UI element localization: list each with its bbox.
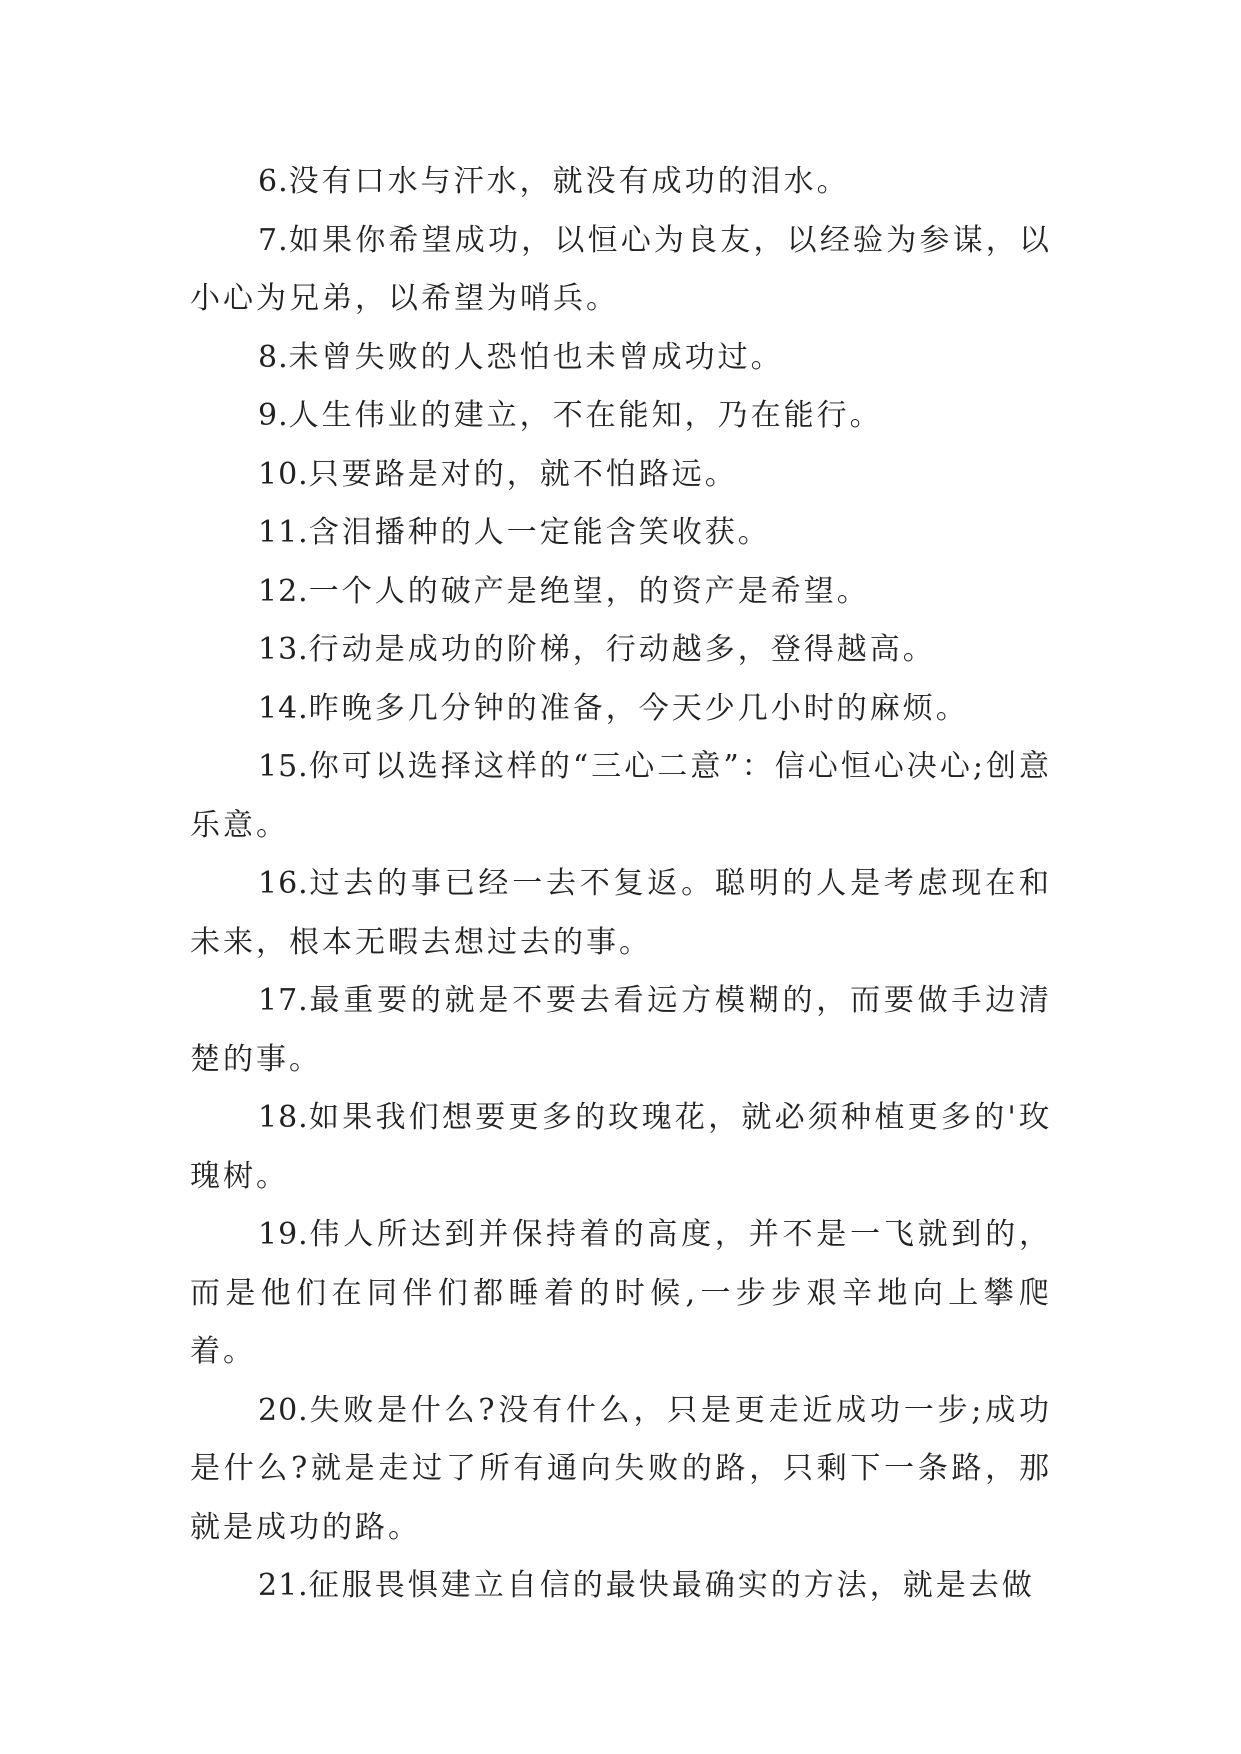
paragraph-text: 没有口水与汗水，就没有成功的泪水。 [288, 164, 850, 199]
paragraph-17 [190, 972, 1052, 1089]
paragraph-12 [190, 563, 1052, 622]
paragraph-number: 14. [258, 690, 309, 726]
paragraph-11 [190, 504, 1052, 563]
paragraph-text: 伟人所达到并保持着的高度，并不是一飞就到的，而是他们在同伴们都睡着的时候,一步步艰辛地向上攀爬着。 [190, 1217, 1052, 1369]
paragraph-text: 未曾失败的人恐怕也未曾成功过。 [288, 339, 784, 375]
paragraph-text: 最重要的就是不要去看远方模糊的，而要做手边清楚的事。 [190, 983, 1052, 1077]
paragraph-text: 昨晚多几分钟的准备，今天少几小时的麻烦。 [308, 690, 969, 726]
paragraph-number: 16. [258, 866, 309, 901]
paragraph-number: 12. [258, 573, 309, 609]
paragraph-19 [190, 1206, 1052, 1382]
paragraph-21 [190, 1557, 1052, 1616]
paragraph-number: 7. [258, 222, 289, 258]
paragraph-number: 9. [258, 398, 289, 433]
paragraph-text: 失败是什么?没有什么，只是更走近成功一步;成功是什么?就是走过了所有通向失败的路，只剩下一条路，那就是成功的路。 [190, 1392, 1052, 1545]
paragraph-number: 13. [258, 632, 309, 667]
paragraph-text: 过去的事已经一去不复返。聪明的人是考虑现在和未来，根本无暇去想过去的事。 [190, 866, 1052, 960]
paragraph-number: 15. [258, 749, 309, 784]
paragraph-text: 如果我们想要更多的玫瑰花，就必须种植更多的'玫瑰树。 [190, 1100, 1052, 1194]
paragraph-14 [190, 680, 1052, 739]
paragraph-8 [190, 329, 1052, 388]
document-body [190, 153, 1052, 1616]
paragraph-10 [190, 446, 1052, 505]
paragraph-number: 20. [258, 1392, 309, 1428]
paragraph-number: 6. [258, 164, 289, 199]
paragraph-16 [190, 855, 1052, 972]
paragraph-13 [190, 621, 1052, 680]
paragraph-15 [190, 738, 1052, 855]
paragraph-number: 18. [258, 1100, 309, 1135]
paragraph-text: 含泪播种的人一定能含笑收获。 [308, 515, 771, 550]
paragraph-9 [190, 387, 1052, 446]
paragraph-number: 17. [258, 983, 309, 1018]
paragraph-number: 19. [258, 1217, 309, 1252]
paragraph-6 [190, 153, 1052, 212]
paragraph-7 [190, 212, 1052, 329]
paragraph-text: 征服畏惧建立自信的最快最确实的方法，就是去做 [308, 1568, 1035, 1603]
paragraph-number: 21. [258, 1568, 309, 1603]
paragraph-text: 人生伟业的建立，不在能知，乃在能行。 [288, 398, 883, 433]
paragraph-text: 只要路是对的，就不怕路远。 [308, 456, 738, 492]
paragraph-text: 一个人的破产是绝望，的资产是希望。 [308, 573, 870, 609]
paragraph-text: 如果你希望成功，以恒心为良友，以经验为参谋，以小心为兄弟，以希望为哨兵。 [190, 222, 1052, 316]
paragraph-18 [190, 1089, 1052, 1206]
paragraph-20 [190, 1382, 1052, 1558]
paragraph-number: 8. [258, 339, 289, 375]
paragraph-text: 你可以选择这样的“三心二意”：信心恒心决心;创意乐意。 [190, 749, 1052, 843]
paragraph-number: 10. [258, 456, 309, 492]
paragraph-number: 11. [258, 515, 309, 550]
paragraph-text: 行动是成功的阶梯，行动越多，登得越高。 [308, 632, 936, 667]
